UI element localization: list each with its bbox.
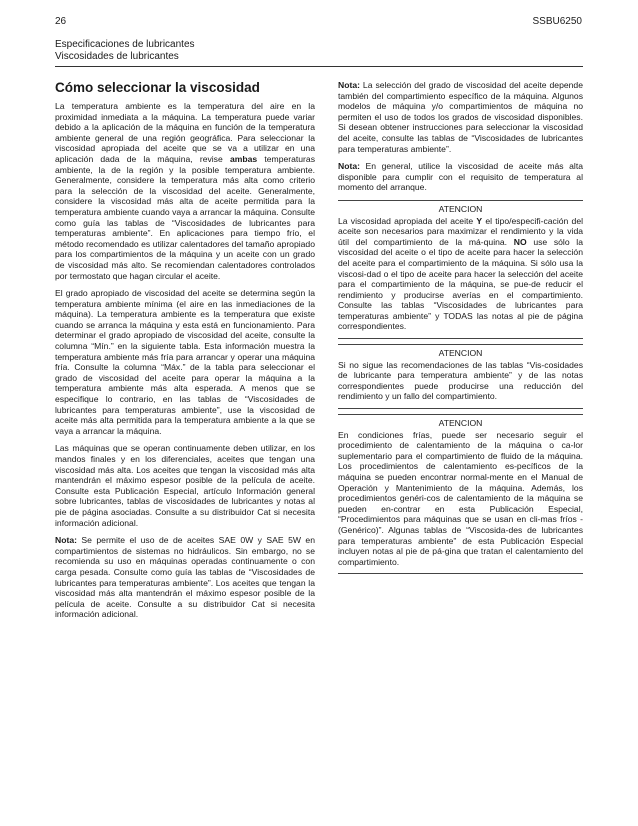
paragraph-ambient-temperature xyxy=(55,101,315,281)
text-span: La selección del grado de viscosidad del aceite depende también del compartimiento específico de la máquina. Algunos modelos de máquina y/o compartimientos de máquina no permiten el uso de todos los grados de viscosidad disponibles. Si desean obtener instrucciones para seleccionar la viscosidad del aceite, consulte las tablas de “Viscosidades de lubricantes para temperaturas ambiente”. xyxy=(338,80,583,154)
rule xyxy=(338,200,583,201)
attention-block-1 xyxy=(338,200,583,339)
attention-block-3 xyxy=(338,414,583,574)
page-title: Cómo seleccionar la viscosidad xyxy=(55,80,260,95)
rule xyxy=(338,344,583,345)
page-number: 26 xyxy=(55,16,67,27)
attention-title: ATENCION xyxy=(438,348,483,359)
note-startup xyxy=(338,161,583,193)
attention-text: Si no sigue las recomendaciones de las tablas “Vis-cosidades de lubricante para temperatura ambiente” y de las notas correspondientes puede producirse una reducción del rendimiento y un fallo del compartimiento. xyxy=(338,359,583,402)
bold-text: NO xyxy=(513,236,527,247)
note-label: Nota: xyxy=(55,535,77,546)
text-span: La viscosidad apropiada del aceite xyxy=(338,215,477,226)
attention-block-2 xyxy=(338,344,583,409)
text-span: La temperatura ambiente es la temperatura del aire en la proximidad inmediata a la máquina. La temperatura puede variar debido a la aplicación de la máquina en función de la temperatura ambiente general de una región geográfica. Para seleccionar la viscosidad apropiada del aceite que se va a utilizar en una aplicación dada de la máquina, revise xyxy=(55,101,315,164)
rule xyxy=(338,573,583,574)
attention-text: En condiciones frías, puede ser necesario seguir el procedimiento de calentamiento de la máquina o ca-lor suplementario para el compartimiento de fluido de la máquina. Los procedimientos de calentamiento es-pecíficos de la máquina se pueden encontrar normal-mente en el Manual de Operación y Mantenimiento de la máquina. Además, los procedimientos genéri-cos de calentamiento de la máquina se pueden en-contrar en esta Publicación Especial, “Procedimientos para máquinas que se usan en cli-mas fríos - (Genérico)”. Algunas tablas de “Viscosida-des de lubricantes para temperaturas ambiente” de esta Publicación Especial incluyen notas al pie de pá-gina que tratan el calentamiento del compartimiento. xyxy=(338,429,583,567)
bold-text: Y xyxy=(476,215,483,226)
bold-text: ambas xyxy=(229,153,258,164)
paragraph-continuous-operation: Las máquinas que se operan continuamente deben utilizar, en los mandos finales y en los diferenciales, aceites que tengan una viscosidad más alta. Los aceites que tengan la viscosidad más alta mantendrán el máximo espesor posible de la película de aceite. Consulte esta Publicación Especial, artículo Información general sobre lubricantes, tablas de viscosidades de lubricantes y notas al pie de página asociadas. Consulte a su distribuidor Cat si necesita información adicional. xyxy=(55,443,315,528)
text-span: temperaturas ambiente, la de la región y la posible temperatura ambiente. Generalmente, considere la temperatura más alta como criterio para la selección de la viscosidad del aceite. Generalmente, considere la viscosidad más alta de aceite permitida para la temperatura ambiente cuando vaya a arrancar la máquina. Consulte como guía las tablas de “Viscosidades de lubricantes para temperaturas ambiente”. En aplicaciones para tiempo frío, el método recomendado es utilizar calentadores del tamaño apropiado para los compartimientos de la máquina y un aceite con un grado de viscosidad más alto. Se recomiendan calentadores controlados por termostato que hagan circular el aceite. xyxy=(55,153,315,281)
note-label: Nota: xyxy=(338,80,360,90)
attention-text xyxy=(338,216,583,333)
section-heading: Especificaciones de lubricantes xyxy=(55,39,195,50)
rule xyxy=(338,414,583,415)
text-span: Se permite el uso de de aceites SAE 0W y SAE 5W en compartimientos de sistemas no hidráulicos. Sin embargo, no se recomienda su uso en máquinas operadas continuamente o con carga pesada. Consulte como guía las tablas de “Viscosidades de lubricantes para temperaturas ambiente”. Los aceites que tengan la viscosidad más alta mantendrán el máximo espesor posible de la película de aceite. Consulte a su distribuidor Cat si necesita información adicional. xyxy=(55,535,315,620)
note-label: Nota: xyxy=(338,161,360,172)
text-span: el tipo/especifi-cación del aceite son necesarios para maximizar el rendimiento y la vida útil del compartimiento de la má-quina. xyxy=(338,215,584,247)
rule xyxy=(338,408,583,409)
paragraph-viscosity-grade: El grado apropiado de viscosidad del aceite se determina según la temperatura ambiente mínima (el aire en las inmediaciones de la máquina). La temperatura ambiente es la temperatura que existe cuando se arranca la máquina y esta está en funcionamiento. Para determinar el grado apropiado de viscosidad del aceite, consulte la columna “Mín.” en la siguiente tabla. Esta información muestra la temperatura ambiente más fría para arrancar y operar una máquina fría. Consulte la columna “Máx.” de la tabla para seleccionar el grado de viscosidad del aceite para operar la máquina a la temperatura ambiente más alta esperada. A menos que se especifique lo contrario, en las tablas de “Viscosidades de lubricantes para temperaturas ambiente”, use la viscosidad de aceite más alta permitida para la temperatura ambiente a la que se vaya a arrancar la máquina. xyxy=(55,288,315,436)
text-span: En general, utilice la viscosidad de aceite más alta disponible para cumplir con el requisito de temperatura al momento del arranque. xyxy=(338,161,583,193)
note-sae-oils xyxy=(55,535,315,620)
rule xyxy=(338,338,583,339)
subsection-heading: Viscosidades de lubricantes xyxy=(55,51,179,62)
note-compartment xyxy=(338,80,583,154)
document-code: SSBU6250 xyxy=(532,16,582,27)
text-span: use sólo la viscosidad del aceite o el tipo de aceite para hacer la selección del aceite para el compartimiento de la máquina. Si sólo usa la viscosi-dad o el tipo de aceite para hacer la selección del aceite para el compartimiento de la máquina, se pue-de reducir el rendimiento y producirse averías en el compartimiento. Consulte las tablas “Viscosidades de lubricantes para temperaturas ambiente” y TODAS las notas al pie de página correspondientes. xyxy=(338,236,583,332)
right-column xyxy=(338,80,583,577)
attention-title: ATENCION xyxy=(438,203,483,214)
left-column xyxy=(55,80,315,627)
attention-title: ATENCION xyxy=(438,418,483,429)
header-rule xyxy=(55,66,583,67)
